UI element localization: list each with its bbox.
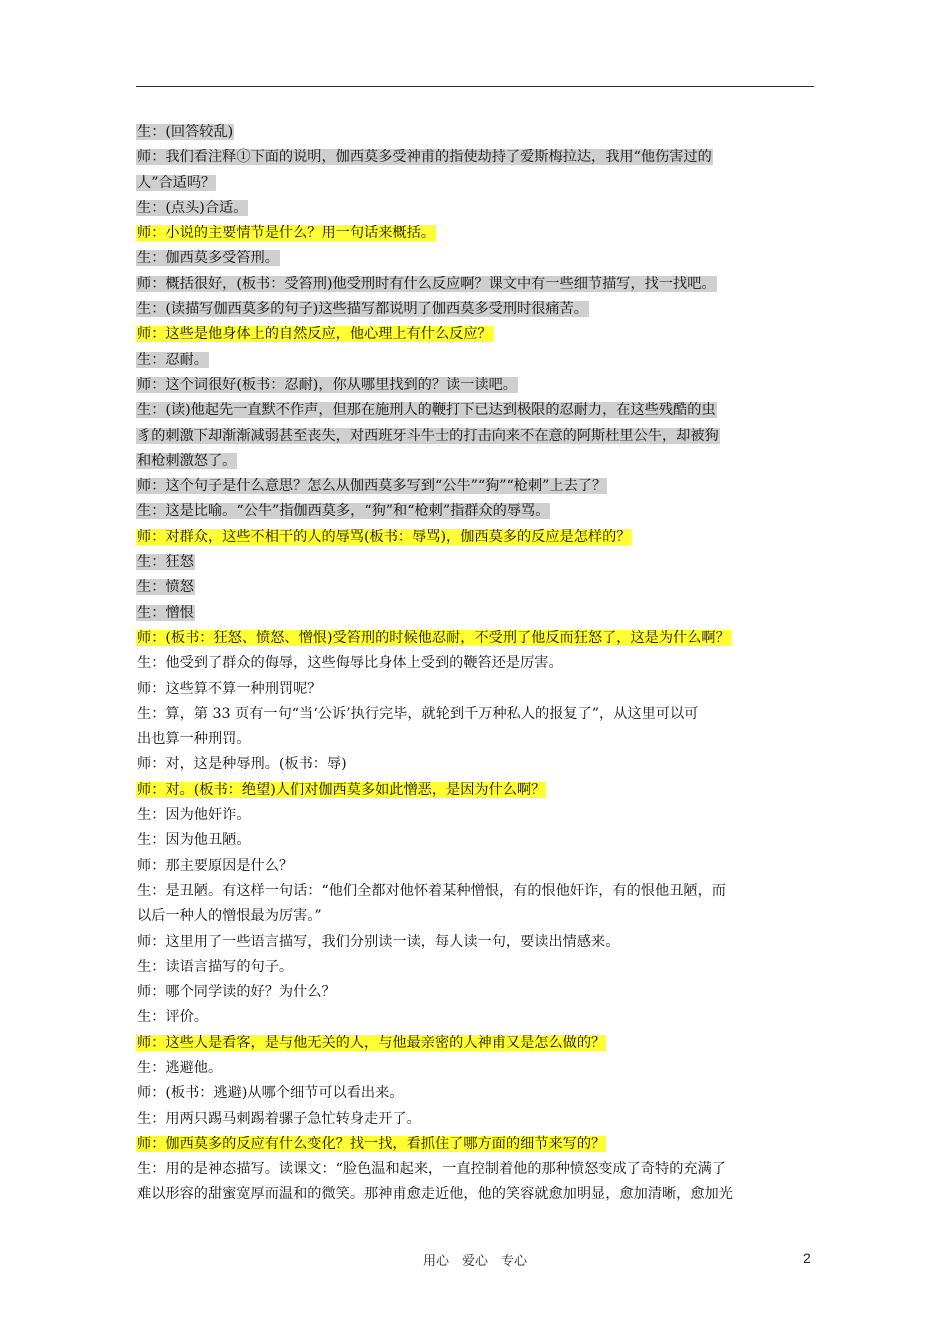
line-text: 生：(读)他起先一直默不作声，但那在施刑人的鞭打下已达到极限的忍耐力，在这些残酷的虫 bbox=[137, 402, 716, 419]
text-line bbox=[136, 651, 814, 676]
text-line bbox=[136, 1157, 814, 1182]
text-line bbox=[136, 854, 814, 879]
text-line bbox=[136, 398, 814, 423]
text-line bbox=[136, 297, 814, 322]
text-line bbox=[136, 196, 814, 221]
text-line bbox=[136, 778, 814, 803]
document-body bbox=[136, 120, 814, 1208]
line-text: 生：(点头)合适。 bbox=[137, 199, 248, 216]
line-text: 难以形容的甜蜜宽厚而温和的微笑。那神甫愈走近他，他的笑容就愈加明显，愈加清晰，愈加光 bbox=[137, 1186, 733, 1203]
line-text: 师：这个词很好(板书：忍耐)，你从哪里找到的？读一读吧。 bbox=[137, 376, 517, 393]
line-text: 生：憎恨 bbox=[137, 604, 194, 621]
text-line bbox=[136, 980, 814, 1005]
text-line bbox=[136, 1107, 814, 1132]
text-line bbox=[136, 904, 814, 929]
line-text: 师：(板书：狂怒、愤怒、憎恨)受笞刑的时候他忍耐，不受刑了他反而狂怒了，这是为什么啊？ bbox=[137, 629, 730, 646]
text-line bbox=[136, 1132, 814, 1157]
line-text: 生：狂怒 bbox=[137, 554, 194, 571]
text-line bbox=[136, 221, 814, 246]
line-text: 生：愤怒 bbox=[137, 579, 194, 596]
line-text: 生：这是比喻。“公牛”指伽西莫多，“狗”和“枪刺”指群众的辱骂。 bbox=[137, 503, 550, 520]
line-text: 师：(板书：逃避)从哪个细节可以看出来。 bbox=[137, 1085, 404, 1102]
line-text: 生：他受到了群众的侮辱，这些侮辱比身体上受到的鞭笞还是厉害。 bbox=[137, 655, 563, 672]
text-line bbox=[136, 1081, 814, 1106]
text-line bbox=[136, 449, 814, 474]
line-text: 师：对群众，这些不相干的人的辱骂(板书：辱骂)，伽西莫多的反应是怎样的？ bbox=[137, 528, 631, 545]
line-text: 师：那主要原因是什么？ bbox=[137, 857, 294, 874]
text-line bbox=[136, 879, 814, 904]
text-line bbox=[136, 828, 814, 853]
line-text: 生：因为他丑陋。 bbox=[137, 832, 251, 849]
line-text: 生：因为他奸诈。 bbox=[137, 807, 251, 824]
line-text: 生：逃避他。 bbox=[137, 1059, 223, 1076]
text-line bbox=[136, 474, 814, 499]
text-line bbox=[136, 626, 814, 651]
line-text: 师：这里用了一些语言描写，我们分别读一读，每人读一句，要读出情感来。 bbox=[137, 933, 620, 950]
line-text: 生：用的是神态描写。读课文：“脸色温和起来，一直控制着他的那种愤怒变成了奇特的充满了 bbox=[137, 1161, 726, 1178]
text-line bbox=[136, 702, 814, 727]
line-text: 师：这些是他身体上的自然反应，他心理上有什么反应？ bbox=[137, 326, 492, 343]
line-text: 师：伽西莫多的反应有什么变化？找一找，看抓住了哪方面的细节来写的？ bbox=[137, 1135, 606, 1152]
text-line bbox=[136, 120, 814, 145]
line-text: 师：这个句子是什么意思？怎么从伽西莫多写到“公牛”“狗”“枪刺”上去了？ bbox=[137, 478, 607, 495]
line-text: 师：概括很好，(板书：受笞刑)他受刑时有什么反应啊？课文中有一些细节描写，找一找吧。 bbox=[137, 275, 716, 292]
text-line bbox=[136, 499, 814, 524]
text-line bbox=[136, 1031, 814, 1056]
text-line bbox=[136, 601, 814, 626]
line-text: 师：对。(板书：绝望)人们对伽西莫多如此憎恶，是因为什么啊？ bbox=[137, 781, 546, 798]
line-text: 生：算，第 33 页有一句“当‘公诉’执行完毕，就轮到千万种私人的报复了”，从这里可以可 bbox=[137, 705, 699, 722]
line-text: 豸的刺激下却渐渐减弱甚至丧失，对西班牙斗牛士的打击向来不在意的阿斯杜里公牛，却被狗 bbox=[137, 427, 719, 444]
line-text: 生：伽西莫多受笞刑。 bbox=[137, 250, 279, 267]
text-line bbox=[136, 272, 814, 297]
line-text: 师：我们看注释①下面的说明，伽西莫多受神甫的指使劫持了爱斯梅拉达，我用“他伤害过的 bbox=[137, 149, 712, 166]
text-line bbox=[136, 145, 814, 170]
text-line bbox=[136, 525, 814, 550]
line-text: 生：读语言描写的句子。 bbox=[137, 958, 294, 975]
line-text: 师：这些算不算一种刑罚呢？ bbox=[137, 680, 322, 697]
text-line bbox=[136, 677, 814, 702]
text-line bbox=[136, 727, 814, 752]
text-line bbox=[136, 1182, 814, 1207]
line-text: 师：这些人是看客，是与他无关的人，与他最亲密的人神甫又是怎么做的？ bbox=[137, 1034, 606, 1051]
text-line bbox=[136, 575, 814, 600]
text-line bbox=[136, 1056, 814, 1081]
line-text: 生：评价。 bbox=[137, 1009, 208, 1026]
line-text: 生：(回答较乱) bbox=[137, 124, 234, 140]
line-text: 生：是丑陋。有这样一句话：“他们全都对他怀着某种憎恨，有的恨他奸诈，有的恨他丑陋，而 bbox=[137, 882, 726, 899]
text-line bbox=[136, 752, 814, 777]
line-text: 师：对，这是种辱刑。(板书：辱) bbox=[137, 756, 347, 773]
text-line bbox=[136, 1005, 814, 1030]
line-text: 师：小说的主要情节是什么？用一句话来概括。 bbox=[137, 225, 435, 242]
header-rule bbox=[136, 86, 814, 87]
line-text: 和枪刺激怒了。 bbox=[137, 452, 237, 469]
text-line bbox=[136, 930, 814, 955]
line-text: 出也算一种刑罚。 bbox=[137, 731, 251, 748]
line-text: 生：用两只踢马刺踢着骡子急忙转身走开了。 bbox=[137, 1110, 421, 1127]
text-line bbox=[136, 424, 814, 449]
page-number: 2 bbox=[803, 1250, 811, 1266]
line-text: 生：忍耐。 bbox=[137, 351, 208, 368]
text-line bbox=[136, 322, 814, 347]
text-line bbox=[136, 348, 814, 373]
line-text: 生：(读描写伽西莫多的句子)这些描写都说明了伽西莫多受刑时很痛苦。 bbox=[137, 301, 588, 318]
text-line bbox=[136, 171, 814, 196]
line-text: 师：哪个同学读的好？为什么？ bbox=[137, 984, 336, 1001]
text-line bbox=[136, 550, 814, 575]
text-line bbox=[136, 955, 814, 980]
line-text: 以后一种人的憎恨最为厉害。” bbox=[137, 908, 322, 925]
page-footer: 用心 爱心 专心 bbox=[422, 1254, 527, 1269]
line-text: 人”合适吗？ bbox=[137, 174, 216, 191]
text-line bbox=[136, 373, 814, 398]
text-line bbox=[136, 246, 814, 271]
text-line bbox=[136, 803, 814, 828]
